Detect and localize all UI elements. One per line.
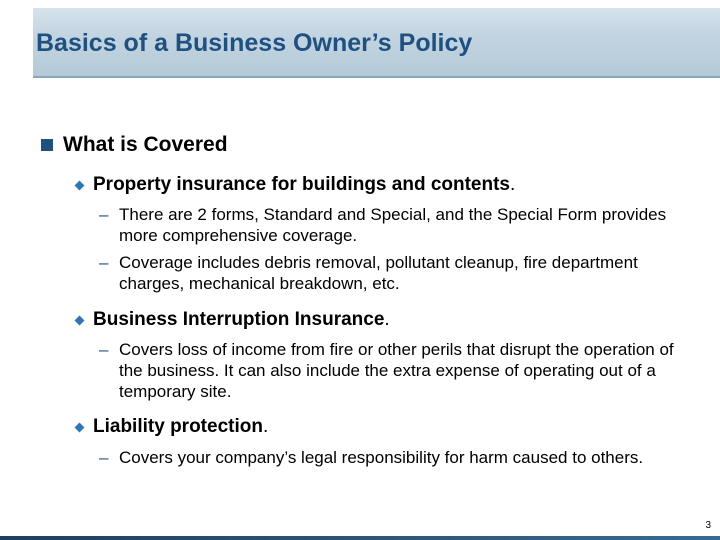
section-title: Property insurance for buildings and contents [93, 174, 510, 195]
section-liability-protection [74, 416, 268, 438]
list-item-text: Coverage includes debris removal, pollutant cleanup, fire department charges, mechanical breakdown, etc. [119, 253, 638, 293]
section-business-interruption [74, 309, 390, 331]
list-item [99, 447, 689, 468]
heading-what-is-covered [41, 133, 228, 157]
list-item-text: Covers your company’s legal responsibility for harm caused to others. [119, 448, 644, 467]
list-item [99, 339, 689, 402]
dash-bullet-icon: – [99, 253, 109, 272]
page-number: 3 [705, 520, 711, 531]
list-item-text: There are 2 forms, Standard and Special, and the Special Form provides more comprehensive coverage. [119, 205, 667, 245]
diamond-bullet-icon [75, 422, 85, 432]
section-property-insurance [74, 174, 515, 196]
section-title: Business Interruption Insurance [93, 309, 385, 330]
diamond-bullet-icon [75, 180, 85, 190]
list-item [99, 252, 689, 294]
dash-bullet-icon: – [99, 205, 109, 224]
section-suffix: . [384, 309, 390, 330]
section-suffix: . [262, 416, 269, 437]
footer-bar [0, 536, 720, 540]
dash-bullet-icon: – [99, 340, 109, 359]
heading-text: What is Covered [63, 133, 228, 156]
dash-bullet-icon: – [99, 448, 109, 467]
section-title: Liability protection [93, 416, 263, 437]
list-item [99, 204, 689, 246]
diamond-bullet-icon [75, 315, 85, 325]
list-item-text: Covers loss of income from fire or other perils that disrupt the operation of the business. It can also include the extra expense of operating out of a temporary site. [119, 340, 674, 401]
section-suffix: . [510, 174, 516, 195]
square-bullet-icon [41, 139, 53, 151]
slide-title: Basics of a Business Owner’s Policy [36, 29, 473, 57]
